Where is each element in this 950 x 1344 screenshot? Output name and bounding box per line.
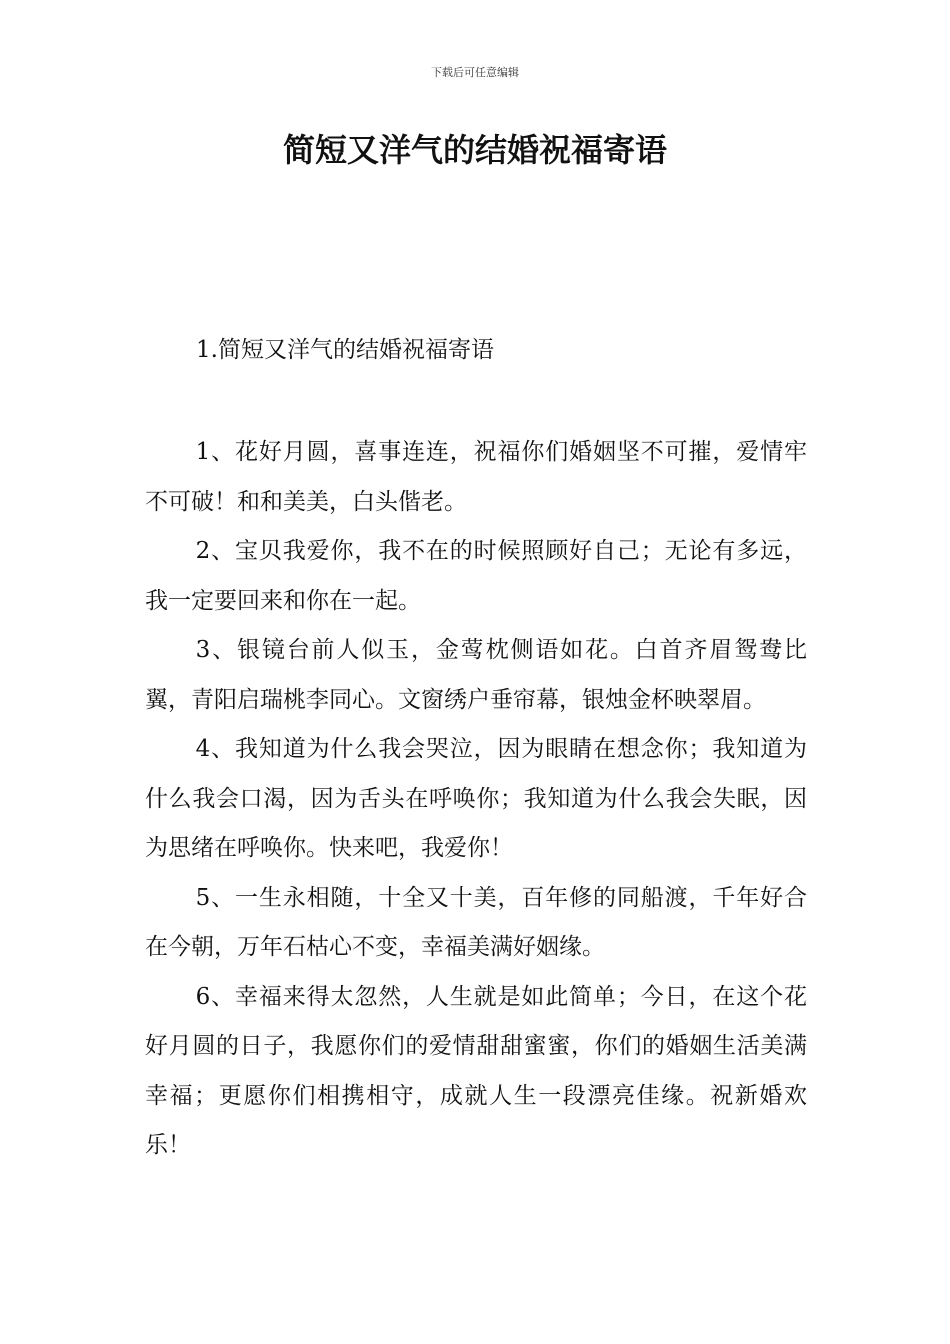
paragraph-3: 3、银镜台前人似玉，金莺枕侧语如花。白首齐眉鸳鸯比翼，青阳启瑞桃李同心。文窗绣户垂帘幕，银烛金杯映翠眉。 xyxy=(145,637,807,713)
page-title: 简短又洋气的结婚祝福寄语 xyxy=(282,131,667,169)
body-text xyxy=(145,428,807,1171)
header-note: 下载后可任意编辑 xyxy=(431,66,519,79)
paragraph-4: 4、我知道为什么我会哭泣，因为眼睛在想念你；我知道为什么我会口渴，因为舌头在呼唤你；我知道为什么我会失眠，因为思绪在呼唤你。快来吧，我爱你！ xyxy=(145,736,807,861)
section-heading: 1.简短又洋气的结婚祝福寄语 xyxy=(196,337,494,363)
paragraph-5: 5、一生永相随，十全又十美，百年修的同船渡，千年好合在今朝，万年石枯心不变，幸福美满好姻缘。 xyxy=(145,884,807,960)
paragraph-1: 1、花好月圆，喜事连连，祝福你们婚姻坚不可摧，爱情牢不可破！和和美美，白头偕老。 xyxy=(145,439,807,515)
paragraph-2: 2、宝贝我爱你，我不在的时候照顾好自己；无论有多远，我一定要回来和你在一起。 xyxy=(145,538,807,614)
paragraph-6: 6、幸福来得太忽然，人生就是如此简单；今日，在这个花好月圆的日子，我愿你们的爱情甜甜蜜蜜，你们的婚姻生活美满幸福；更愿你们相携相守，成就人生一段漂亮佳缘。祝新婚欢乐！ xyxy=(145,983,807,1158)
